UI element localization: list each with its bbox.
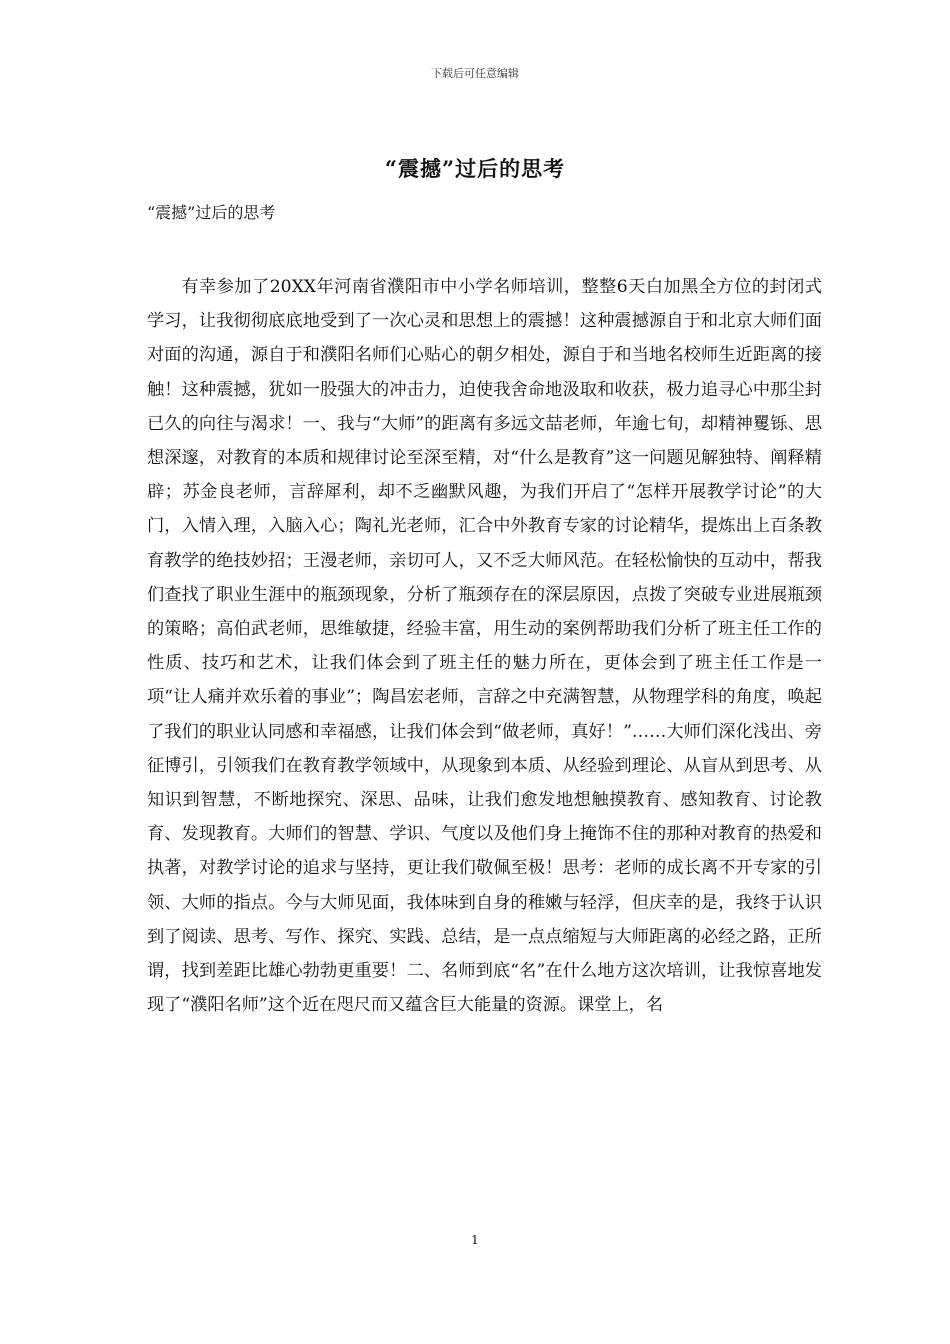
page-header-note: 下载后可任意编辑 bbox=[431, 67, 519, 80]
document-title: “震撼”过后的思考 bbox=[384, 156, 566, 181]
document-subtitle: “震撼”过后的思考 bbox=[147, 203, 276, 222]
body-paragraph: 有幸参加了20XX年河南省濮阳市中小学名师培训，整整6天白加黑全方位的封闭式学习，让我彻彻底底地受到了一次心灵和思想上的震撼！这种震撼源自于和北京大师们面对面的沟通，源自于和濮阳名师们心贴心的朝夕相处，源自于和当地名校师生近距离的接触！这种震撼，犹如一股强大的冲击力，迫使我舍命地汲取和收获，极力追寻心中那尘封已久的向往与渴求！一、我与“大师”的距离有多远文喆老师，年逾七旬，却精神矍铄、思想深邃，对教育的本质和规律讨论至深至精，对“什么是教育”这一问题见解独特、阐释精辟；苏金良老师，言辞犀利，却不乏幽默风趣，为我们开启了“怎样开展教学讨论”的大门，入情入理，入脑入心；陶礼光老师，汇合中外教育专家的讨论精华，提炼出上百条教育教学的绝技妙招；王漫老师，亲切可人，又不乏大师风范。在轻松愉快的互动中，帮我们查找了职业生涯中的瓶颈现象，分析了瓶颈存在的深层原因，点拨了突破专业进展瓶颈的策略；高伯武老师，思维敏捷，经验丰富，用生动的案例帮助我们分析了班主任工作的性质、技巧和艺术，让我们体会到了班主任的魅力所在，更体会到了班主任工作是一项“让人痛并欢乐着的事业”；陶昌宏老师，言辞之中充满智慧，从物理学科的角度，唤起了我们的职业认同感和幸福感，让我们体会到“做老师，真好！”……大师们深化浅出、旁征博引，引领我们在教育教学领域中，从现象到本质、从经验到理论、从盲从到思考、从知识到智慧，不断地探究、深思、品味，让我们愈发地想触摸教育、感知教育、讨论教育、发现教育。大师们的智慧、学识、气度以及他们身上掩饰不住的那种对教育的热爱和执著，对教学讨论的追求与坚持，更让我们敬佩至极！思考：老师的成长离不开专家的引领、大师的指点。今与大师见面，我体味到自身的稚嫩与轻浮，但庆幸的是，我终于认识到了阅读、思考、写作、探究、实践、总结，是一点点缩短与大师距离的必经之路，正所谓，找到差距比雄心勃勃更重要！二、名师到底“名”在什么地方这次培训，让我惊喜地发现了“濮阳名师”这个近在咫尺而又蕴含巨大能量的资源。课堂上，名 bbox=[147, 277, 822, 1016]
page-number: 1 bbox=[471, 1233, 479, 1247]
